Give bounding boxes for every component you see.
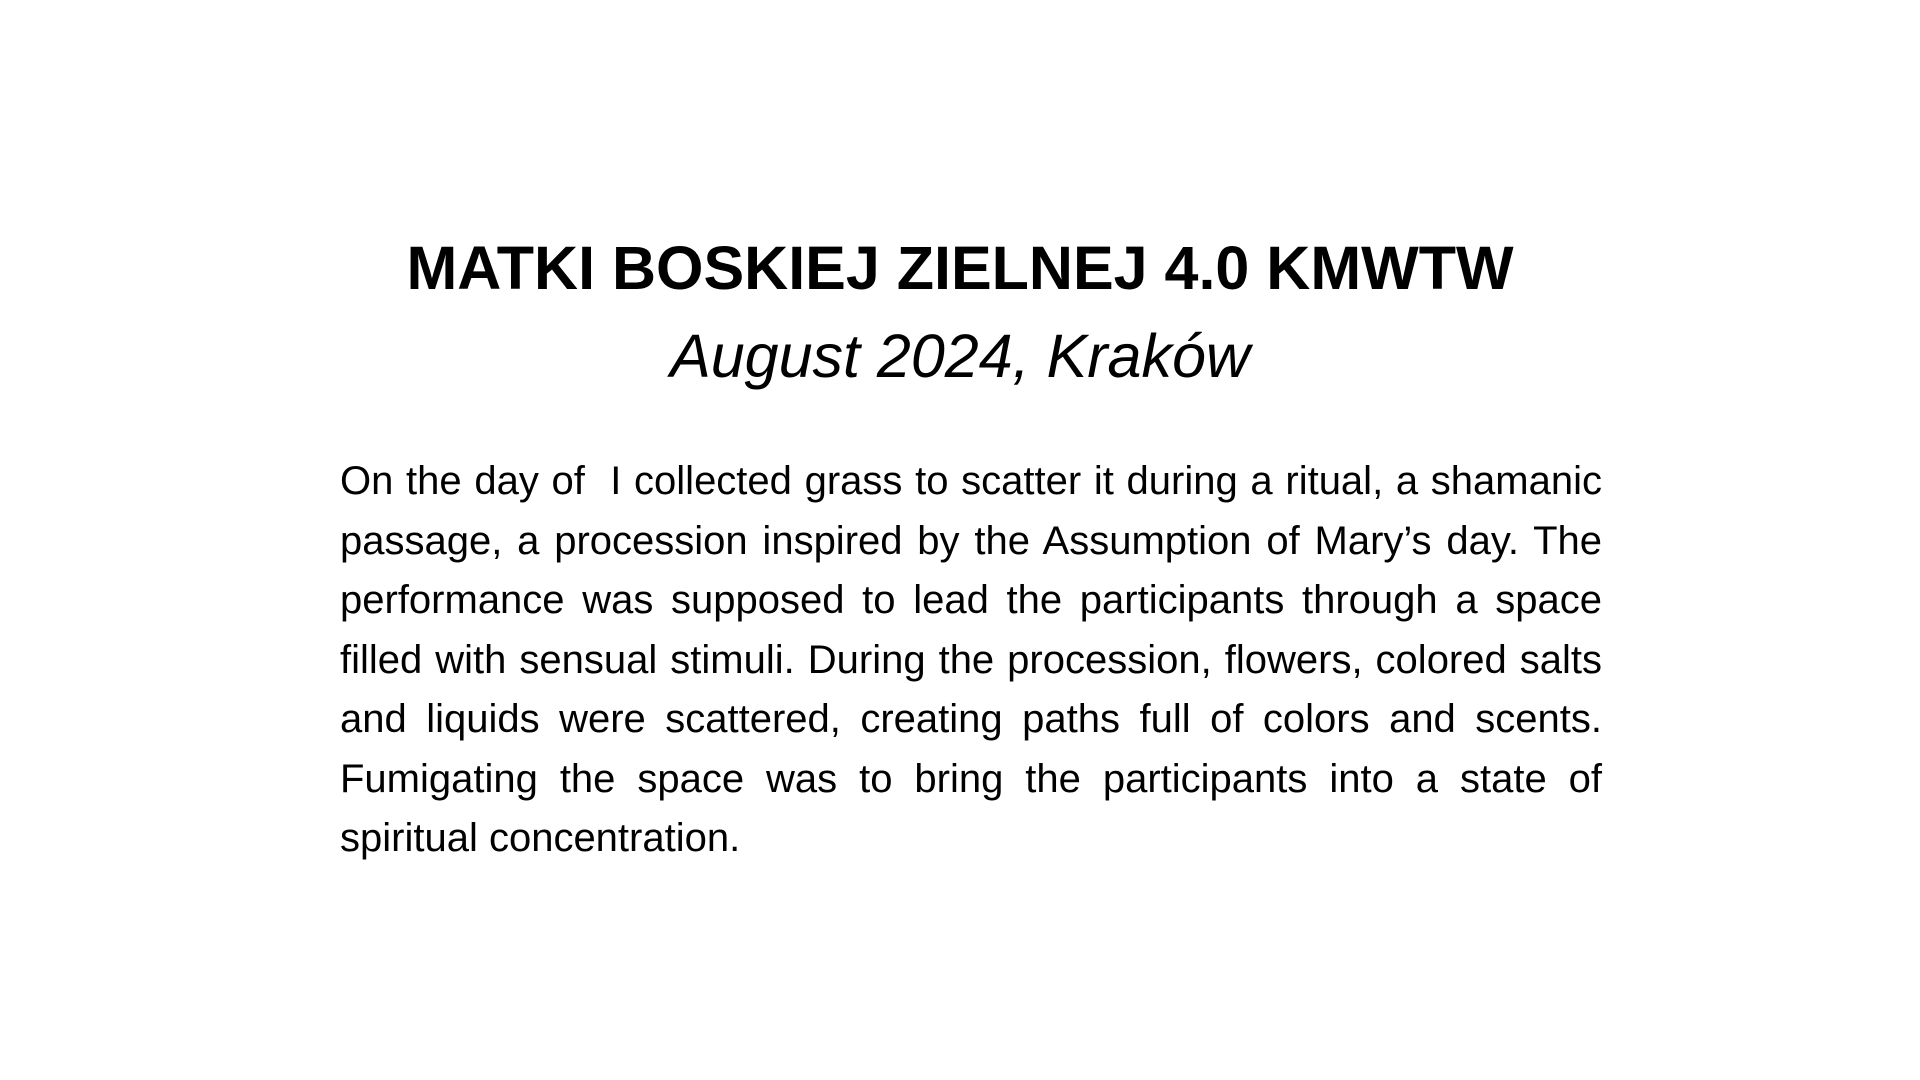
slide-subtitle: August 2024, Kraków [670,322,1250,390]
slide-title: MATKI BOSKIEJ ZIELNEJ 4.0 KMWTW [406,234,1514,302]
slide-body-paragraph: On the day of I collected grass to scatter it during a ritual, a shamanic passage, a procession inspired by the Assumption of Mary’s day. The performance was supposed to lead the participants through a space filled with sensual stimuli. During the procession, flowers, colored salts and liquids were scattered, creating paths full of colors and scents. Fumigating the space was to bring the participants into a state of spiritual concentration. [340,459,1614,860]
